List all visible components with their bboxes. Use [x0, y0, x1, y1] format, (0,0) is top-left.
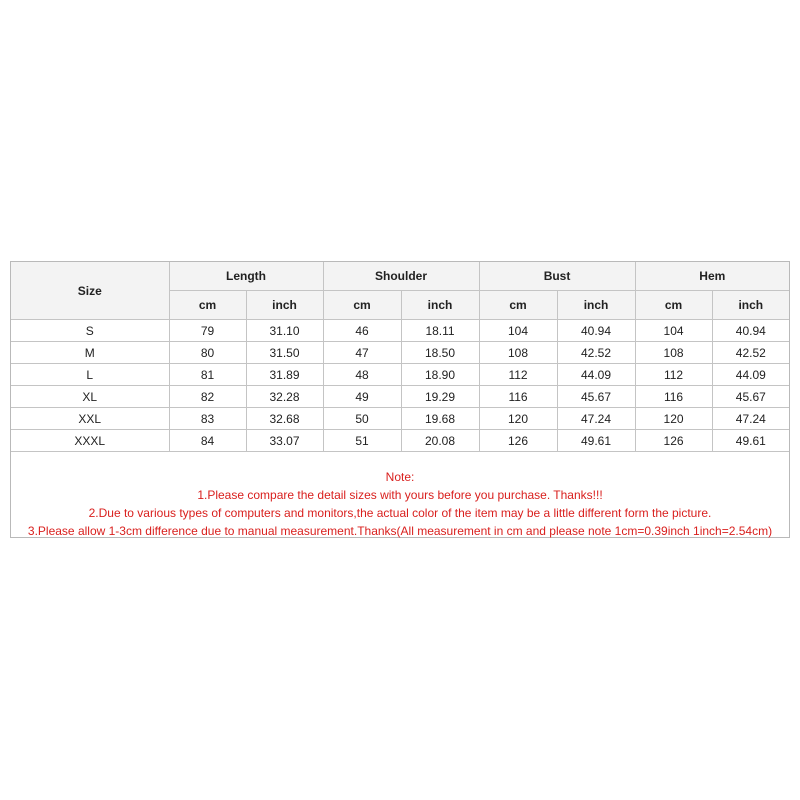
- note-line: 2.Due to various types of computers and monitors,the actual color of the item may be a little different form the picture.: [88, 506, 712, 520]
- measurement-cell: 112: [635, 364, 712, 386]
- measurement-cell: 31.50: [246, 342, 323, 364]
- measurement-cell: 120: [479, 408, 557, 430]
- table-body: [11, 320, 789, 452]
- table-row: [11, 386, 789, 408]
- table-group-header-row: [11, 262, 789, 291]
- measurement-cell: 32.28: [246, 386, 323, 408]
- table-row: [11, 320, 789, 342]
- shoulder-header: Shoulder: [323, 262, 479, 291]
- size-cell: L: [11, 364, 169, 386]
- measurement-cell: 82: [169, 386, 246, 408]
- measurement-cell: 49.61: [557, 430, 635, 452]
- measurement-cell: 18.50: [401, 342, 479, 364]
- measurement-cell: 49.61: [712, 430, 789, 452]
- measurement-cell: 83: [169, 408, 246, 430]
- measurement-cell: 81: [169, 364, 246, 386]
- unit-header: inch: [557, 291, 635, 320]
- measurement-cell: 40.94: [557, 320, 635, 342]
- table-row: [11, 408, 789, 430]
- note-title: Note:: [385, 470, 415, 484]
- size-chart: [10, 261, 790, 538]
- size-table: [11, 262, 789, 452]
- note-block: [11, 452, 789, 540]
- measurement-cell: 31.10: [246, 320, 323, 342]
- measurement-cell: 32.68: [246, 408, 323, 430]
- measurement-cell: 49: [323, 386, 401, 408]
- measurement-cell: 42.52: [712, 342, 789, 364]
- table-row: [11, 342, 789, 364]
- measurement-cell: 50: [323, 408, 401, 430]
- bust-header: Bust: [479, 262, 635, 291]
- measurement-cell: 40.94: [712, 320, 789, 342]
- unit-header: cm: [323, 291, 401, 320]
- size-cell: M: [11, 342, 169, 364]
- measurement-cell: 51: [323, 430, 401, 452]
- measurement-cell: 47: [323, 342, 401, 364]
- unit-header: inch: [401, 291, 479, 320]
- measurement-cell: 47.24: [557, 408, 635, 430]
- measurement-cell: 47.24: [712, 408, 789, 430]
- measurement-cell: 18.11: [401, 320, 479, 342]
- measurement-cell: 104: [479, 320, 557, 342]
- measurement-cell: 44.09: [557, 364, 635, 386]
- unit-header: cm: [479, 291, 557, 320]
- measurement-cell: 108: [635, 342, 712, 364]
- measurement-cell: 116: [479, 386, 557, 408]
- unit-header: inch: [246, 291, 323, 320]
- measurement-cell: 42.52: [557, 342, 635, 364]
- note-line: 3.Please allow 1-3cm difference due to manual measurement.Thanks(All measurement in cm and please note 1cm=0.39inch 1inch=2.54cm): [27, 524, 773, 538]
- size-cell: S: [11, 320, 169, 342]
- measurement-cell: 104: [635, 320, 712, 342]
- measurement-cell: 44.09: [712, 364, 789, 386]
- measurement-cell: 45.67: [557, 386, 635, 408]
- measurement-cell: 126: [479, 430, 557, 452]
- length-header: Length: [169, 262, 323, 291]
- size-cell: XL: [11, 386, 169, 408]
- measurement-cell: 108: [479, 342, 557, 364]
- measurement-cell: 79: [169, 320, 246, 342]
- measurement-cell: 31.89: [246, 364, 323, 386]
- measurement-cell: 33.07: [246, 430, 323, 452]
- measurement-cell: 84: [169, 430, 246, 452]
- unit-header: inch: [712, 291, 789, 320]
- measurement-cell: 116: [635, 386, 712, 408]
- unit-header: cm: [169, 291, 246, 320]
- table-row: [11, 364, 789, 386]
- note-line: 1.Please compare the detail sizes with yours before you purchase. Thanks!!!: [197, 488, 603, 502]
- table-row: [11, 430, 789, 452]
- measurement-cell: 19.68: [401, 408, 479, 430]
- unit-header: cm: [635, 291, 712, 320]
- measurement-cell: 112: [479, 364, 557, 386]
- measurement-cell: 18.90: [401, 364, 479, 386]
- measurement-cell: 46: [323, 320, 401, 342]
- size-cell: XXXL: [11, 430, 169, 452]
- measurement-cell: 120: [635, 408, 712, 430]
- measurement-cell: 48: [323, 364, 401, 386]
- measurement-cell: 80: [169, 342, 246, 364]
- measurement-cell: 126: [635, 430, 712, 452]
- hem-header: Hem: [635, 262, 789, 291]
- measurement-cell: 45.67: [712, 386, 789, 408]
- measurement-cell: 20.08: [401, 430, 479, 452]
- size-column-header: Size: [11, 262, 169, 320]
- size-cell: XXL: [11, 408, 169, 430]
- measurement-cell: 19.29: [401, 386, 479, 408]
